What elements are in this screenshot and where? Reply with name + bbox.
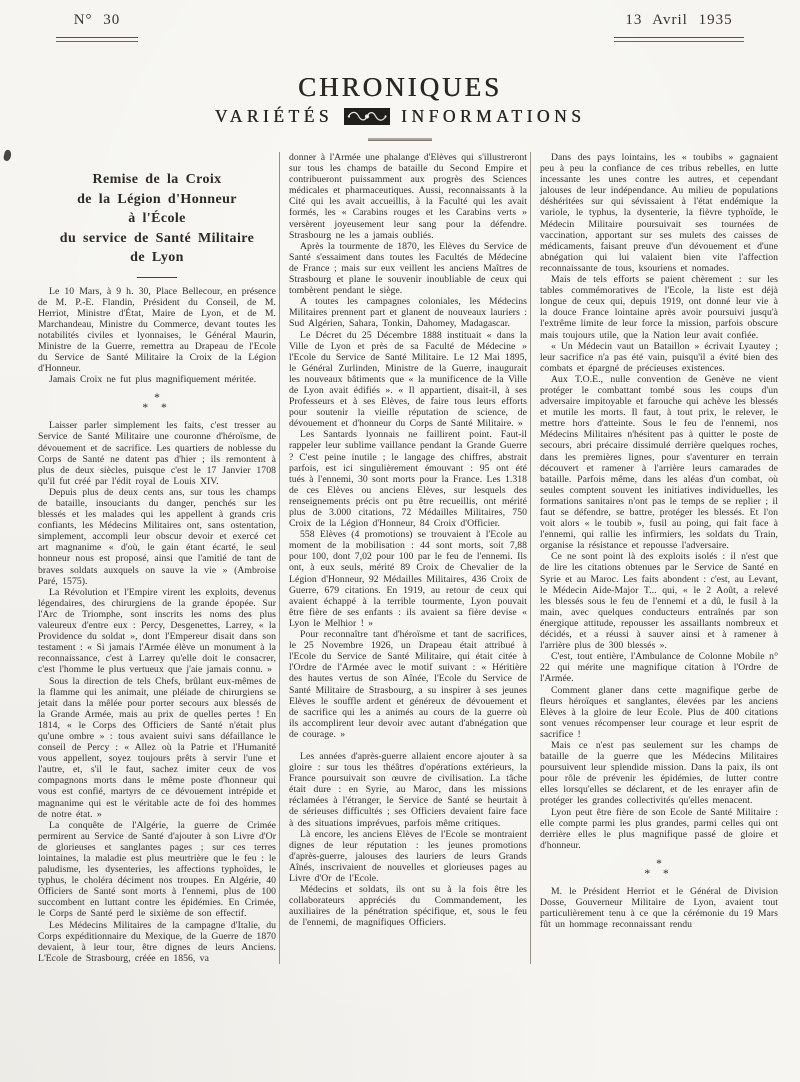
masthead-rule — [368, 138, 432, 141]
paragraph: C'est, tout entière, l'Ambulance de Colonne Mobile n° 22 qui mérite une magnifique citation à l'Ordre de l'Armée. — [540, 651, 778, 685]
article-heading — [38, 170, 276, 268]
paragraph: Mais de tels efforts se paient chèrement : sur les tables commémoratives de l'Ecole, la liste est déjà longue de ceux qui, depuis 1919, ont donné leur vie à la douce France lointaine après avoir poursuivi jusqu'à l'extrême limite de leur force la mission, parfois obscure mais toujours utile, que la Nation leur avait confiée. — [540, 274, 778, 341]
paragraph: M. le Président Herriot et le Général de Division Dosse, Gouverneur Militaire de Lyon, avaient tout particulièrement tenu à ce que la cérémonie du 19 Mars fût un hommage reconnaissant rendu — [540, 885, 778, 931]
heading-line: à l'École — [128, 211, 186, 226]
column-2-text — [289, 152, 527, 928]
paragraph: Pour reconnaître tant d'héroïsme et tant de sacrifices, le 25 Novembre 1926, un Drapeau était attribué à l'Ecole du Service de Santé Militaire, qui était citée à l'Ordre de l'Armée avec le motif suivant : « Héritière des hautes vertus de son Aînée, l'Ecole du Service de Santé Militaire de Strasbourg, a su inspirer à ses jeunes Elèves le souffle ardent et généreux de dévouement et de sacrifice qui les a animés au cours de la guerre où ils accomplirent leur devoir avec autant d'abnégation que de courage. » — [289, 629, 527, 740]
paragraph: Depuis plus de deux cents ans, sur tous les champs de bataille, insouciants du danger, penchés sur les blessés et les malades qui les appellent à grands cris confiants, les Médecins Militaires ont, sans ostentation, simplement, accompli leur obscur devoir et exercé cet art magnanime « d'où, le gain étant écarté, le seul honneur nous est proposé, ainsi que l'amitié de tant de braves soldats auxquels on sauve la vie » (Ambroise Paré, 1575). — [38, 486, 276, 587]
heading-line: de la Légion d'Honneur — [77, 191, 237, 207]
masthead-title: CHRONIQUES — [297, 72, 502, 102]
article-columns — [38, 152, 778, 964]
asterism-separator: * * * — [142, 392, 172, 415]
paragraph: Ce ne sont point là des exploits isolés : il n'est que de lire les citations obtenues par le Service de Santé en Syrie et au Maroc. Les faits abondent : c'est, au Levant, le Médecin Aide-Major T... qui, « le 2 Août, a relevé les blessés sous le feu de l'ennemi et a dû, le fusil à la main, avec quelques conducteurs entraînés par son énergique attitude, repousser les assaillants nombreux et décidés, et a réussi à sauver ainsi et à ramener à l'arrière plus de 300 blessés ». — [540, 551, 778, 652]
paragraph: Laisser parler simplement les faits, c'est tresser au Service de Santé Militaire une couronne d'héroïsme, de dévouement et de sacrifice. Les quartiers de noblesse du Corps de Santé ne datent pas d'hier ; ils remontent à plus de deux siècles, puisque c'est le 17 Janvier 1708 qu'il fut créé par l'édit royal de Louis XIV. — [38, 420, 276, 487]
column-1-text — [38, 286, 276, 964]
paragraph: Les Santards lyonnais ne faillirent point. Faut-il rappeler leur sublime vaillance pendant la Grande Guerre ? C'est peine inutile ; le langage des chiffres, abstrait parfois, est ici singulièrement émouvant : 95 ont été tués à l'ennemi, 30 sont morts pour la France. Les 1.318 de ces Elèves ou anciens Elèves, sur lesquels des renseignements précis ont pu être recueillis, ont mérité plus de 3.000 citations, 72 Médailles Militaires, 750 Croix de la Légion d'Honneur, 84 Croix d'Officier. — [289, 429, 527, 530]
paragraph: La Révolution et l'Empire virent les exploits, devenus légendaires, des chirurgiens de la grande épopée. Sur l'Arc de Triomphe, sont inscrits les noms des plus valeureux d'entre eux : Percy, Desgenettes, Larrey, « la Providence du soldat », dont l'Empereur disait dans son testament : « Si jamais l'Armée élève un monument à la reconnaissance, c'est à Larrey qu'elle doit le consacrer, c'est l'homme le plus vertueux que j'aie jamais connu. » — [38, 586, 276, 676]
masthead-subtitle-left: VARIÉTÉS — [214, 106, 334, 126]
scan-artifact — [3, 149, 12, 161]
heading-line: du service de Santé Militaire — [59, 230, 255, 246]
masthead — [0, 72, 800, 141]
paragraph: Jamais Croix ne fut plus magnifiquement méritée. — [49, 374, 257, 386]
page-date: 13 Avril 1935 — [625, 12, 733, 28]
paragraph: Après la tourmente de 1870, les Elèves du Service de Santé s'essaiment dans toutes les Facultés de Médecine de France ; mais sur eux veillent les anciens Maîtres de Strasbourg et plane le souvenir inoubliable de ceux qui tombèrent pendant le siège. — [289, 240, 527, 297]
heading-rule — [137, 277, 177, 278]
column-2 — [279, 152, 527, 964]
masthead-subtitle-right: INFORMATIONS — [401, 106, 586, 126]
date-underline — [614, 37, 744, 42]
column-3 — [530, 152, 778, 964]
date-block — [614, 12, 744, 42]
asterism-separator: * * * — [644, 857, 674, 880]
paragraph: Le Décret du 25 Décembre 1888 instituait « dans la Ville de Lyon et près de sa Faculté de Médecine » l'Ecole du Service de Santé Militaire. Le 12 Mai 1895, le Général Zurlinden, Ministre de la Guerre, inaugurait les nouveaux bâtiments que « la munificence de la Ville de Lyon avait édifiés ». « Il appartient, disait-il, à ses Professeurs et à ses Elèves, de faire tous leurs efforts pour soutenir la vieille réputation de science, de dévouement et d'honneur du Corps de Santé Militaire. » — [289, 329, 527, 430]
column-1 — [38, 152, 276, 964]
paragraph: Les Médecins Militaires de la campagne d'Italie, du Corps expéditionnaire du Mexique, de la Guerre de 1870 devaient, à leur tour, être dignes de leurs Anciens. L'Ecole de Strasbourg, créée en 1856, va — [38, 919, 276, 964]
paragraph: Là encore, les anciens Elèves de l'Ecole se montraient dignes de leur réputation : les jeunes promotions d'après-guerre, jalouses des lauriers de leurs Grands Aînés, inscrivaient de nouvelles et glorieuses pages au Livre d'Or de l'Ecole. — [289, 828, 527, 884]
heading-line: Remise de la Croix — [92, 172, 222, 187]
paragraph: La conquête de l'Algérie, la guerre de Crimée permirent au Service de Santé d'ajouter à son Livre d'Or de glorieuses et sanglantes pages ; sur ces terres lointaines, la maladie est plus meurtrière que le feu : le paludisme, les dysenteries, les affections typhoïdes, le typhus, le choléra déciment nos troupes. En Algérie, 40 Officiers de Santé sont morts à l'ennemi, plus de 100 succombent en luttant contre les épidémies. En Crimée, le Corps de Santé perd le sixième de son effectif. — [38, 819, 276, 920]
heading-line: de Lyon — [130, 250, 184, 265]
paragraph: Aux T.O.E., nulle convention de Genève ne vient protéger le combattant tombé sous les coups d'un adversaire impitoyable et farouche qui achève les blessés et mutile les morts. Il faut, à tout prix, le relever, le mettre hors d'atteinte. Sous le feu de l'ennemi, nos Médecins Militaires n'hésitent pas à quitter le poste de secours, abri précaire dissimulé derrière quelques roches, dans les premières lignes, pour s'aventurer en terrain découvert et ramener à l'arrière leurs camarades de bataille. Parfois même, dans les aléas d'un combat, où seules comptent souvent les initiatives individuelles, les formations sanitaires n'ont pas le temps de se replier ; il faut se défendre, se battre, protéger les blessés. Et l'on voit alors « le toubib », fusil au poing, qui fait face à l'ennemi, qui rallie les infirmiers, les soldats du Train, organise la résistance et repousse l'adversaire. — [540, 373, 778, 552]
paragraph: A toutes les campagnes coloniales, les Médecins Militaires prennent part et glanent de nouveaux lauriers : Sud Algérien, Sahara, Tonkin, Dahomey, Madagascar. — [289, 296, 527, 330]
paragraph: Les années d'après-guerre allaient encore ajouter à sa gloire : sur tous les théâtres d'opérations extérieurs, la France poursuivait son œuvre de civilisation. La tâche était dure : en Syrie, au Maroc, dans les missions réclamées à l'étranger, le Service de Santé se heurtait à de sérieuses difficultés ; ses Officiers devaient faire face à des situations imprévues, parfois même critiques. — [289, 750, 527, 829]
paragraph: 558 Elèves (4 promotions) se trouvaient à l'Ecole au moment de la mobilisation : 44 sont morts, soit 7,88 pour 100, dont 7,02 pour 100 par le feu de l'ennemi. Ils ont, à eux seuls, mérité 89 Croix de Chevalier de la Légion d'Honneur, 92 Médailles Militaires, 436 Croix de Guerre, 679 citations. En 1919, au retour de ceux qui avaient échappé à la terrible tourmente, Lyon pouvait être fière de ses enfants : ils avaient sa fière devise « Lyon le Melhior ! » — [289, 529, 527, 629]
paragraph-gap — [289, 740, 527, 751]
paragraph: Médecins et soldats, ils ont su à la fois être les collaborateurs appréciés du Commandement, les auxiliaires de la pénétration spécifique, et, sous le feu de l'ennemi, de magnifiques Officiers. — [289, 884, 527, 929]
paragraph: donner à l'Armée une phalange d'Elèves qui s'illustreront sur tous les champs de bataille du Second Empire et contribueront puissamment aux progrès des Sciences médicales et pharmaceutiques. Aussi, reconnaissants à la Cité qui les avait accueillis, à la Faculté qui les avait formés, les « Carabins rouges et les Carabins verts » versèrent joyeusement leur sang pour la défendre. Strasbourg ne les a jamais oubliés. — [289, 152, 527, 241]
column-3-text — [540, 152, 778, 930]
paragraph: « Un Médecin vaut un Bataillon » écrivait Lyautey ; leur sacrifice n'a pas été vain, puisqu'il a évité bien des combats et épargné de précieuses existences. — [540, 340, 778, 374]
issue-block — [56, 12, 138, 42]
issue-underline — [56, 37, 138, 42]
paragraph: Dans des pays lointains, les « toubibs » gagnaient peu à peu la confiance de ces tribus rebelles, en lutte incessante les unes contre les autres, et cependant jalouses de leur indépendance. Au milieu de populations déshéritées sur qui sévissaient à l'état endémique la variole, le typhus, la dysenterie, la fièvre typhoïde, le Médecin Militaire poursuivait ses tournées de vaccination, apportant sur ses mulets des caisses de médicaments, faisant preuve d'un dévouement et d'une abnégation qui lui valaient bien vite l'affection reconnaissante de tous, ksouriens et nomades. — [540, 152, 778, 274]
printer-ornament-icon — [344, 108, 390, 125]
paragraph: Lyon peut être fière de son Ecole de Santé Militaire : elle compte parmi les plus grandes, parmi celles qui ont derrière elles le plus magnifique passé de gloire et d'honneur. — [540, 806, 778, 851]
paragraph: Comment glaner dans cette magnifique gerbe de fleurs héroïques et sanglantes, élevées par les anciens Elèves à la gloire de leur Ecole. Plus de 400 citations sont venues récompenser leur courage et leur esprit de sacrifice ! — [540, 684, 778, 740]
masthead-subtitle — [0, 106, 800, 127]
paragraph: Le 10 Mars, à 9 h. 30, Place Bellecour, en présence de M. P.-E. Flandin, Président du Conseil, de M. Herriot, Ministre d'État, Maire de Lyon, et de M. Marchandeau, Ministre du Commerce, devant toutes les notabilités civiles et lyonnaises, le Général Maurin, Ministre de la Guerre, remettra au Drapeau de l'Ecole du Service de Santé Militaire la Croix de la Légion d'Honneur. — [38, 285, 276, 375]
issue-number: N° 30 — [73, 12, 121, 28]
paragraph: Mais ce n'est pas seulement sur les champs de bataille de la guerre que les Médecins Militaires poursuivent leur splendide mission. Dans la paix, ils ont pour rôle de prévenir les épidémies, de lutter contre elles lorsqu'elles se déclarent, et de les enrayer afin de protéger les grandes collectivités qu'elles menacent. — [540, 739, 778, 807]
paragraph: Sous la direction de tels Chefs, brûlant eux-mêmes de la flamme qui les animait, une pléiade de chirurgiens se jetait dans la mêlée pour porter secours aux blessés de la Grande Armée, mais au prix de quelles pertes ! En 1814, « le Corps des Officiers de Santé n'était plus qu'une ombre » : tous avaient suivi sans défaillance le conseil de Percy : « Allez où la Patrie et l'Humanité vous appellent, soyez toujours prêts à servir l'une et l'autre, et, s'il le faut, sachez imiter ceux de vos compagnons morts dans le même poste d'honneur qui vous est confié, martyrs de ce dévouement intrépide et magnanime qui est le véritable acte de foi des hommes de notre état. » — [38, 675, 276, 820]
